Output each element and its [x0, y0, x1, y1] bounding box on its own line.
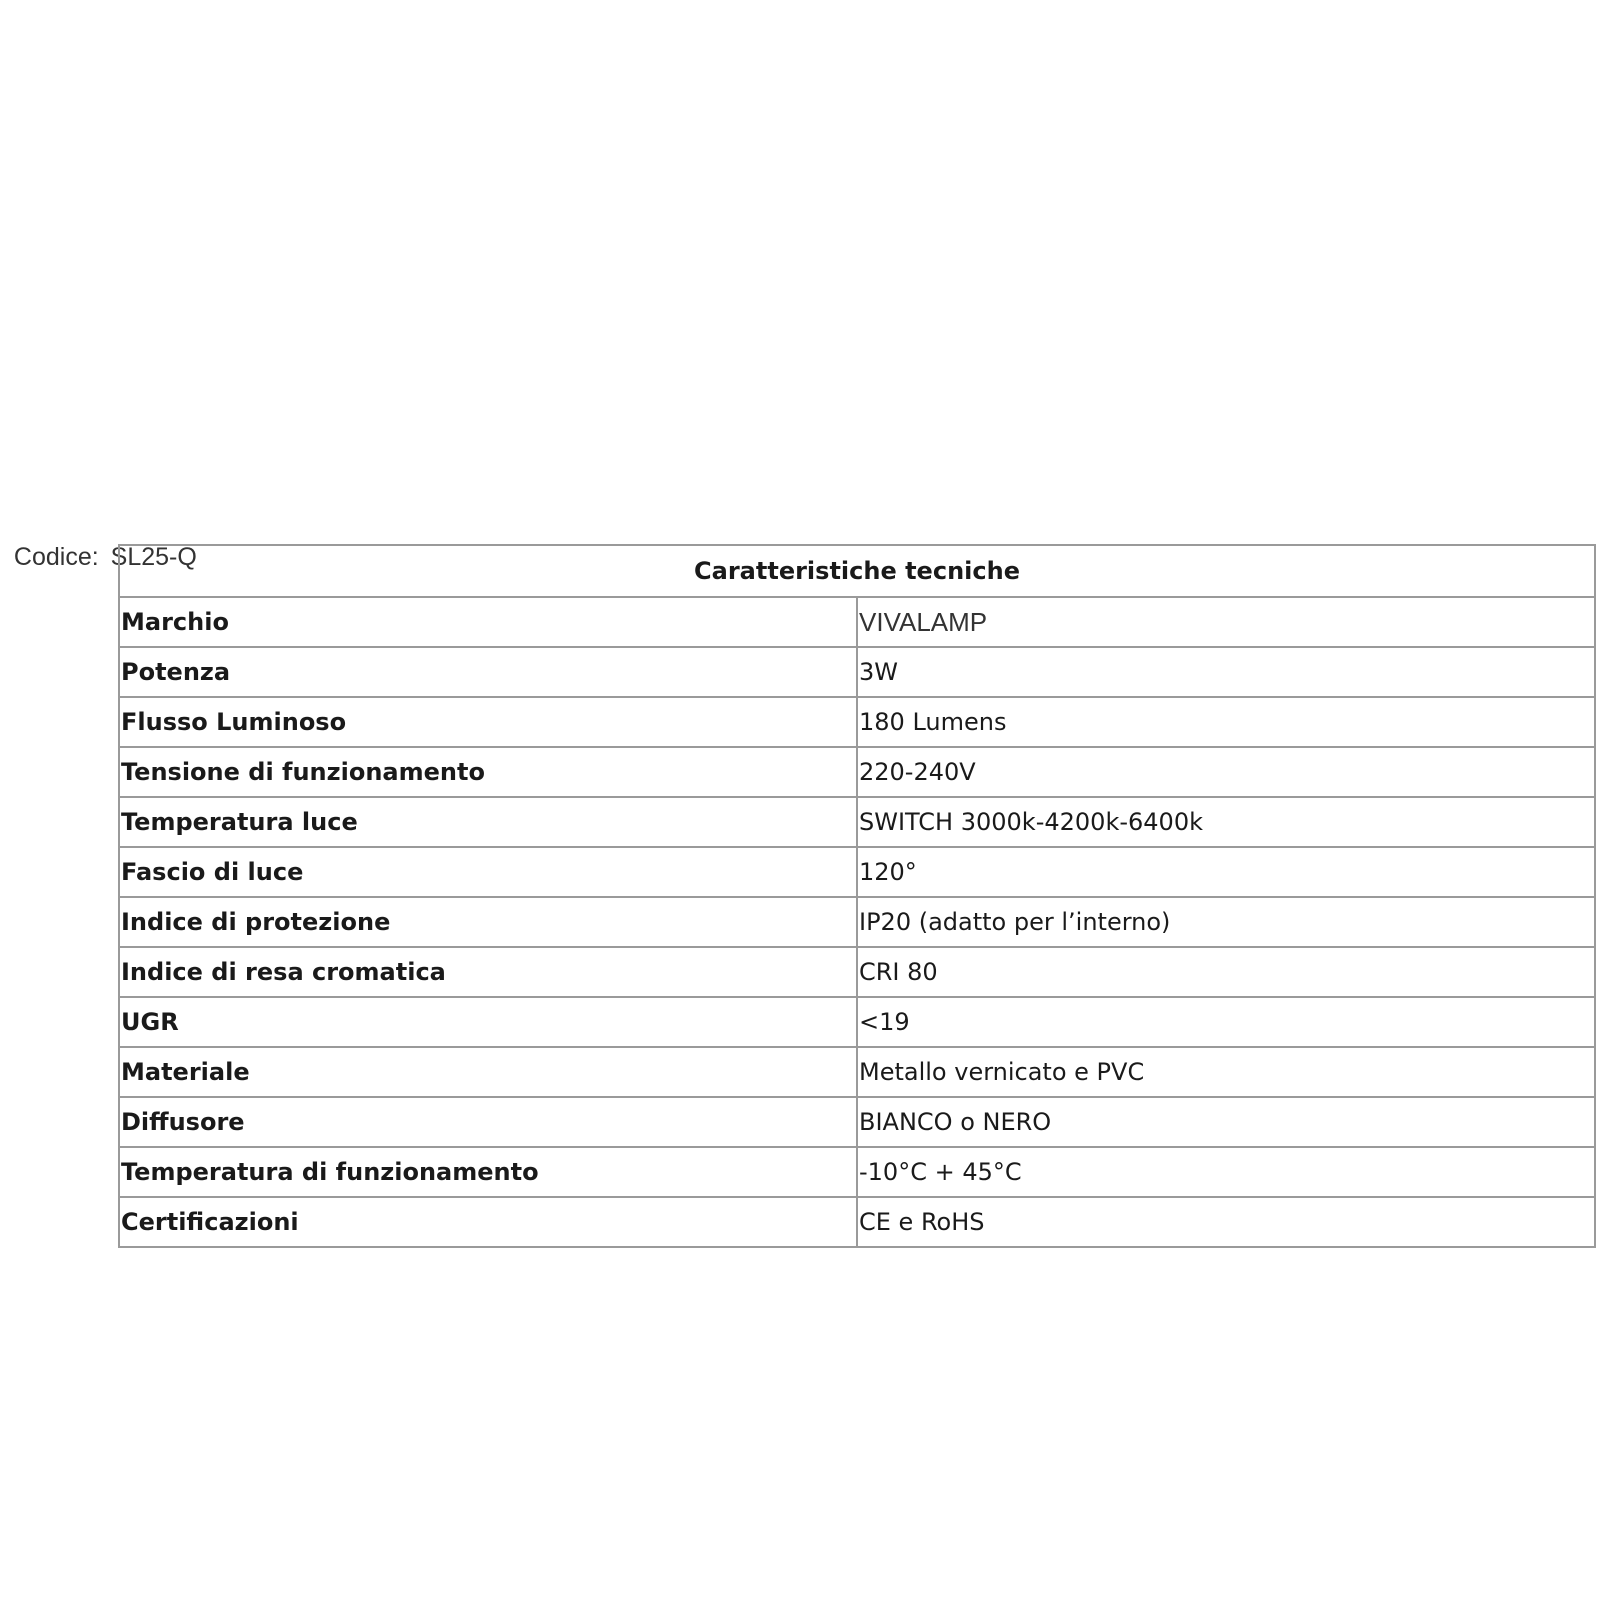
spec-label: Materiale — [119, 1047, 857, 1097]
table-row — [119, 597, 1595, 647]
spec-value: IP20 (adatto per l’interno) — [857, 897, 1595, 947]
table-row — [119, 647, 1595, 697]
spec-value: 120° — [857, 847, 1595, 897]
table-row — [119, 1147, 1595, 1197]
spec-value: 220-240V — [857, 747, 1595, 797]
product-code-value: SL25-Q — [110, 543, 197, 571]
specs-table-header-row — [119, 545, 1595, 597]
spec-label: Certificazioni — [119, 1197, 857, 1247]
spec-label: Potenza — [119, 647, 857, 697]
specs-table-title: Caratteristiche tecniche — [119, 545, 1595, 597]
table-row — [119, 997, 1595, 1047]
spec-label: Marchio — [119, 597, 857, 647]
table-row — [119, 1097, 1595, 1147]
table-row — [119, 947, 1595, 997]
specs-table — [118, 544, 1596, 1248]
spec-label: Indice di protezione — [119, 897, 857, 947]
spec-label: Diffusore — [119, 1097, 857, 1147]
table-row — [119, 897, 1595, 947]
table-row — [119, 697, 1595, 747]
spec-value: CE e RoHS — [857, 1197, 1595, 1247]
spec-value: -10°C + 45°C — [857, 1147, 1595, 1197]
table-row — [119, 847, 1595, 897]
table-row — [119, 747, 1595, 797]
table-row — [119, 1197, 1595, 1247]
spec-value: VIVALAMP — [857, 597, 1595, 647]
spec-value: 180 Lumens — [857, 697, 1595, 747]
spec-value: CRI 80 — [857, 947, 1595, 997]
spec-label: Temperatura luce — [119, 797, 857, 847]
spec-value: 3W — [857, 647, 1595, 697]
spec-value: BIANCO o NERO — [857, 1097, 1595, 1147]
spec-value: Metallo vernicato e PVC — [857, 1047, 1595, 1097]
spec-label: Flusso Luminoso — [119, 697, 857, 747]
spec-value: SWITCH 3000k-4200k-6400k — [857, 797, 1595, 847]
spec-label: Fascio di luce — [119, 847, 857, 897]
spec-value: <19 — [857, 997, 1595, 1047]
product-code-label: Codice: — [13, 543, 99, 571]
spec-label: UGR — [119, 997, 857, 1047]
spec-label: Indice di resa cromatica — [119, 947, 857, 997]
spec-label: Tensione di funzionamento — [119, 747, 857, 797]
table-row — [119, 1047, 1595, 1097]
spec-label: Temperatura di funzionamento — [119, 1147, 857, 1197]
table-row — [119, 797, 1595, 847]
